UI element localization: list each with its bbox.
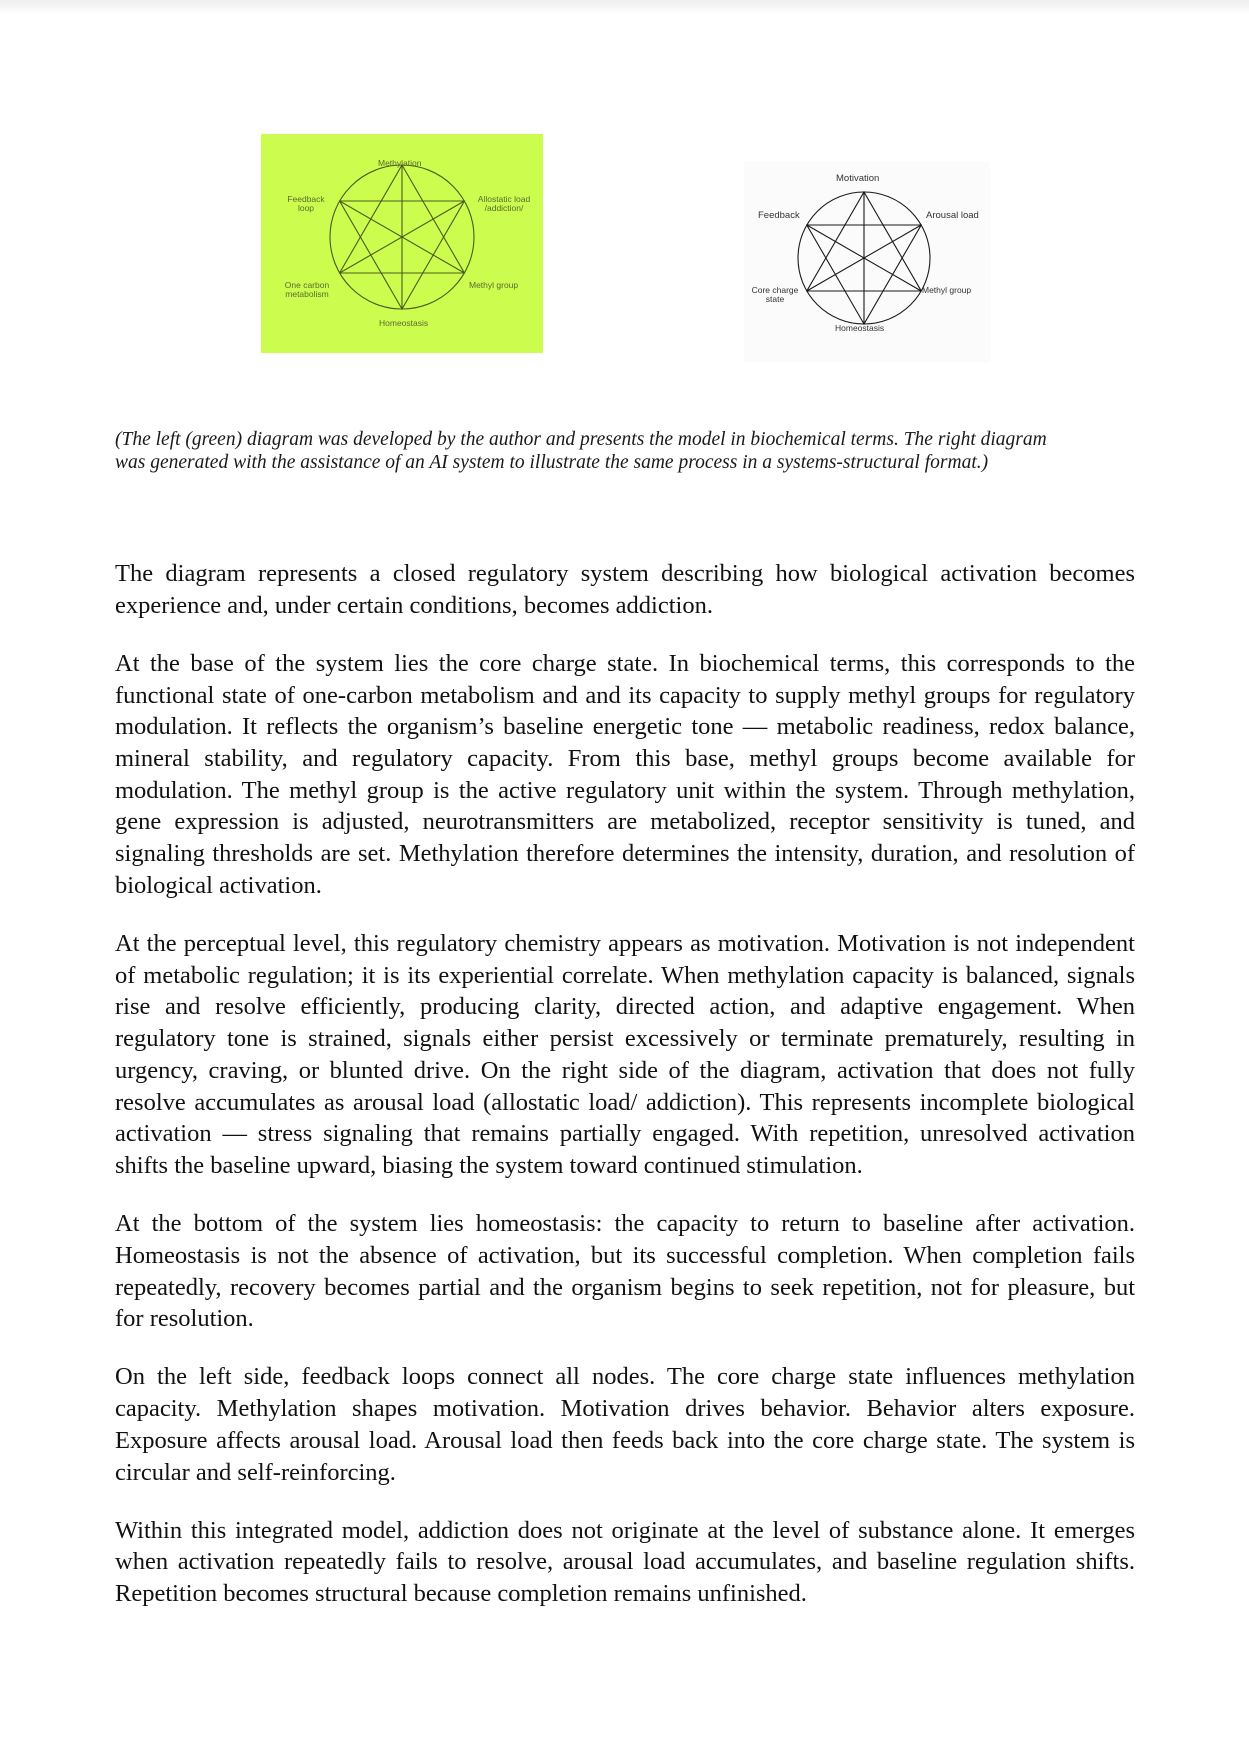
caption-line-2: was generated with the assistance of an AI system to illustrate the same process in a systems-structural format.)	[115, 452, 989, 473]
label-homeostasis: Homeostasis	[835, 323, 885, 333]
label-motivation: Motivation	[836, 173, 880, 184]
figure-caption	[115, 428, 1135, 474]
label-core-charge-state: Core charge state	[751, 285, 799, 304]
paragraph-intro: The diagram represents a closed regulatory system describing how biological activation becomes experience and, under certain conditions, becomes addiction.	[115, 560, 1135, 619]
label-feedback: Feedback	[758, 210, 800, 221]
paragraph-homeostasis: At the bottom of the system lies homeostasis: the capacity to return to baseline after activation. Homeostasis is not the absence of activation, but its successful completion. When completion fails repeatedly, recovery becomes partial and the organism begins to seek repetition, not for pleasure, but for resolution.	[115, 1210, 1135, 1333]
caption-line-1: (The left (green) diagram was developed by the author and presents the model in biochemical terms. The right diagram	[115, 429, 1047, 450]
label-methylation: Methylation	[378, 158, 422, 168]
systems-hexagram-diagram	[744, 162, 990, 362]
paragraph-motivation: At the perceptual level, this regulatory chemistry appears as motivation. Motivation is not independent of metabolic regulation; it is its experiential correlate. When methylation capacity is balanced, signals rise and resolve efficiently, producing clarity, directed action, and adaptive engagement. When regulatory tone is strained, signals either persist excessively or terminate prematurely, resulting in urgency, craving, or blunted drive. On the right side of the diagram, activation that does not fully resolve accumulates as arousal load (allostatic load/ addiction). This represents incomplete biological activation — stress signaling that remains partially engaged. With repetition, unresolved activation shifts the baseline upward, biasing the system toward continued stimulation.	[115, 930, 1135, 1179]
page-top-shadow	[0, 0, 1249, 14]
body-text	[115, 558, 1135, 1636]
paragraph-feedback-loops: On the left side, feedback loops connect all nodes. The core charge state influences methylation capacity. Methylation shapes motivation. Motivation drives behavior. Behavior alters exposure. Exposure affects arousal load. Arousal load then feeds back into the core charge state. The system is circular and self-reinforcing.	[115, 1363, 1135, 1486]
paragraph-conclusion: Within this integrated model, addiction does not originate at the level of substance alone. It emerges when activation repeatedly fails to resolve, arousal load accumulates, and baseline regulation shifts. Repetition becomes structural because completion remains unfinished.	[115, 1516, 1135, 1608]
label-one-carbon-metabolism: One carbon metabolism	[284, 280, 330, 299]
paragraph-core-charge: At the base of the system lies the core charge state. In biochemical terms, this corresponds to the functional state of one-carbon metabolism and and its capacity to supply methyl groups for regulatory modulation. It reflects the organism’s baseline energetic tone — metabolic readiness, redox balance, mineral stability, and regulatory capacity. From this base, methyl groups become available for modulation. The methyl group is the active regulatory unit within the system. Through methylation, gene expression is adjusted, neurotransmitters are metabolized, receptor sensitivity is tuned, and signaling thresholds are set. Methylation therefore determines the intensity, duration, and resolution of biological activation.	[115, 649, 1135, 899]
label-methyl-group: Methyl group	[469, 280, 519, 290]
label-arousal-load: Arousal load	[926, 210, 979, 221]
label-feedback-loop: Feedback loop	[287, 194, 325, 213]
biochemical-hexagram-diagram	[261, 134, 543, 353]
label-homeostasis: Homeostasis	[379, 318, 429, 328]
label-methyl-group: Methyl group	[922, 285, 972, 295]
label-allostatic-load: Allostatic load /addiction/	[477, 194, 531, 213]
